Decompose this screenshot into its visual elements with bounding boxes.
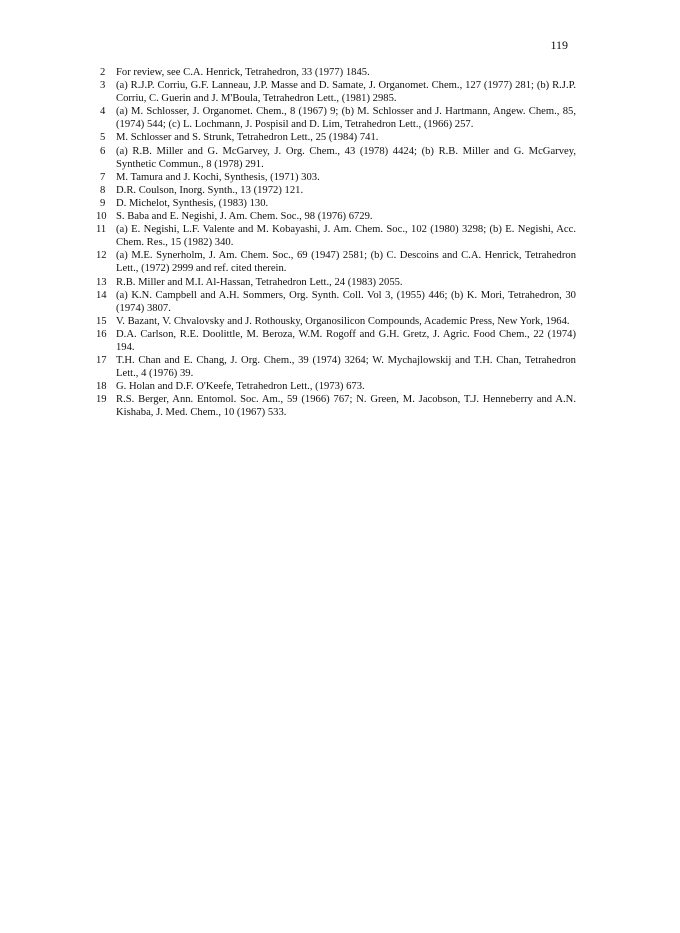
reference-number: 19 xyxy=(96,394,107,406)
reference-item xyxy=(96,393,576,419)
reference-item xyxy=(96,223,576,249)
reference-text: D. Michelot, Synthesis, (1983) 130. xyxy=(116,197,269,209)
reference-text: For review, see C.A. Henrick, Tetrahedron, 33 (1977) 1845. xyxy=(116,67,370,78)
reference-number: 9 xyxy=(100,197,106,209)
reference-text: (a) R.J.P. Corriu, G.F. Lanneau, J.P. Masse and D. Samate, J. Organomet. Chem., 127 (1977) 281; (b) R.J.P. Corriu, C. Guerin and J. M'Boula, Tetrahedron Lett., (1981) 2985. xyxy=(116,80,576,105)
reference-item xyxy=(96,249,576,275)
reference-item xyxy=(96,289,576,315)
reference-text: R.S. Berger, Ann. Entomol. Soc. Am., 59 (1966) 767; N. Green, M. Jacobson, T.J. Henneberry and A.N. Kishaba, J. Med. Chem., 10 (1967) 533. xyxy=(116,394,576,419)
reference-text: S. Baba and E. Negishi, J. Am. Chem. Soc., 98 (1976) 6729. xyxy=(116,211,373,223)
reference-list xyxy=(96,66,576,420)
reference-item xyxy=(100,131,576,144)
reference-item xyxy=(100,79,576,105)
reference-number: 17 xyxy=(96,355,107,367)
reference-number: 11 xyxy=(96,224,107,236)
reference-number: 3 xyxy=(100,80,106,92)
reference-text: T.H. Chan and E. Chang, J. Org. Chem., 39 (1974) 3264; W. Mychajlowskij and T.H. Chan, Tetrahedron Lett., 4 (1976) 39. xyxy=(116,355,576,380)
reference-number: 18 xyxy=(96,381,107,393)
reference-item xyxy=(100,197,576,210)
reference-item xyxy=(100,184,576,197)
reference-text: G. Holan and D.F. O'Keefe, Tetrahedron Lett., (1973) 673. xyxy=(116,381,365,393)
reference-item xyxy=(100,105,576,131)
reference-number: 8 xyxy=(100,184,106,196)
reference-item xyxy=(96,315,576,328)
reference-text: (a) K.N. Campbell and A.H. Sommers, Org. Synth. Coll. Vol 3, (1955) 446; (b) K. Mori, Tetrahedron, 30 (1974) 3807. xyxy=(116,289,576,314)
reference-text: D.A. Carlson, R.E. Doolittle, M. Beroza, W.M. Rogoff and G.H. Gretz, J. Agric. Food Chem., 22 (1974) 194. xyxy=(116,328,576,353)
reference-text: (a) R.B. Miller and G. McGarvey, J. Org. Chem., 43 (1978) 4424; (b) R.B. Miller and G. McGarvey, Synthetic Commun., 8 (1978) 291. xyxy=(116,145,576,170)
reference-number: 16 xyxy=(96,328,107,340)
reference-number: 14 xyxy=(96,289,107,301)
reference-text: D.R. Coulson, Inorg. Synth., 13 (1972) 121. xyxy=(116,184,304,196)
reference-item xyxy=(100,171,576,184)
page-number: 119 xyxy=(550,38,568,52)
reference-number: 2 xyxy=(100,67,106,78)
reference-item xyxy=(96,380,576,393)
reference-item xyxy=(96,328,576,354)
reference-text: (a) M. Schlosser, J. Organomet. Chem., 8 (1967) 9; (b) M. Schlosser and J. Hartmann, Angew. Chem., 85, (1974) 544; (c) L. Lochmann, J. Pospisil and D. Lim, Tetrahedron Lett., (1966) 257. xyxy=(116,106,576,131)
reference-item xyxy=(96,276,576,289)
reference-item xyxy=(100,145,576,171)
reference-text: R.B. Miller and M.I. Al-Hassan, Tetrahedron Lett., 24 (1983) 2055. xyxy=(116,276,403,288)
reference-number: 5 xyxy=(100,132,106,144)
reference-item xyxy=(96,210,576,223)
reference-number: 13 xyxy=(96,276,107,288)
reference-number: 4 xyxy=(100,106,106,118)
reference-number: 6 xyxy=(100,145,106,157)
reference-text: (a) E. Negishi, L.F. Valente and M. Kobayashi, J. Am. Chem. Soc., 102 (1980) 3298; (b) E. Negishi, Acc. Chem. Res., 15 (1982) 340. xyxy=(116,224,576,249)
reference-text: (a) M.E. Synerholm, J. Am. Chem. Soc., 69 (1947) 2581; (b) C. Descoins and C.A. Henrick, Tetrahedron Lett., (1972) 2999 and ref. cited therein. xyxy=(116,250,576,275)
reference-number: 12 xyxy=(96,250,107,262)
reference-number: 10 xyxy=(96,211,107,223)
reference-number: 7 xyxy=(100,171,106,183)
reference-text: V. Bazant, V. Chvalovsky and J. Rothousky, Organosilicon Compounds, Academic Press, New York, 1964. xyxy=(116,315,570,327)
reference-number: 15 xyxy=(96,315,107,327)
reference-text: M. Tamura and J. Kochi, Synthesis, (1971) 303. xyxy=(116,171,320,183)
reference-text: M. Schlosser and S. Strunk, Tetrahedron Lett., 25 (1984) 741. xyxy=(116,132,379,144)
reference-item xyxy=(96,354,576,380)
reference-item xyxy=(100,66,576,79)
